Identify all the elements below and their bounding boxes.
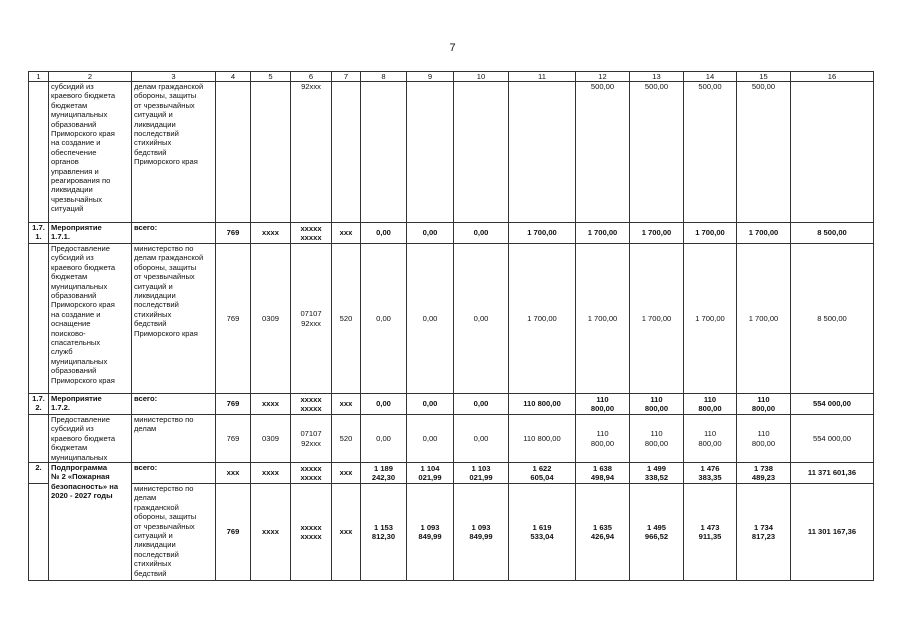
row-number-cell: 2. [29,463,49,484]
value-cell: 0,00 [361,244,407,394]
total-label-cell: всего: [132,463,216,484]
value-cell: 1 700,00 [509,244,576,394]
value-cell: 0309 [251,244,291,394]
column-header: 1 [29,72,49,82]
column-header: 15 [737,72,791,82]
value-cell: xxxx [251,394,291,415]
value-cell: xxx [332,463,361,484]
value-cell: 110 800,00 [509,394,576,415]
value-cell: 520 [332,415,361,463]
value-cell: 1 476 383,35 [684,463,737,484]
value-cell: 0,00 [361,394,407,415]
value-cell: 1 189 242,30 [361,463,407,484]
value-cell: 0,00 [407,244,454,394]
row-number-cell [29,82,49,223]
value-cell [216,82,251,223]
value-cell: 520 [332,244,361,394]
value-cell: 500,00 [737,82,791,223]
ministry-cell: министерство по делам гражданской обороны, защиты от чрезвычайных ситуаций и ликвидации последствий стихийных бедствий [132,484,216,581]
value-cell: xxxx [251,463,291,484]
value-cell: 0,00 [407,394,454,415]
value-cell: xxx [216,463,251,484]
table-row [29,415,874,463]
row-number-cell [29,484,49,581]
value-cell: 0,00 [407,223,454,244]
value-cell: 0,00 [454,223,509,244]
column-header: 13 [630,72,684,82]
value-cell [407,82,454,223]
value-cell: 1 499 338,52 [630,463,684,484]
value-cell [454,82,509,223]
column-header: 9 [407,72,454,82]
value-cell [361,82,407,223]
column-header: 8 [361,72,407,82]
value-cell: 1 700,00 [509,223,576,244]
activity-cell: субсидий из краевого бюджета бюджетам муниципальных образований Приморского края на создание и обеспечение органов управления и реагирования по ликвидации чрезвычайных ситуаций [49,82,132,223]
code-cell: xxxxx xxxxx [291,223,332,244]
value-cell: 110 800,00 [630,415,684,463]
value-cell: 0,00 [361,415,407,463]
value-cell: 110 800,00 [576,394,630,415]
value-cell: 1 700,00 [684,244,737,394]
value-cell: 1 700,00 [630,244,684,394]
column-header: 2 [49,72,132,82]
value-cell: 8 500,00 [791,223,874,244]
value-cell: 110 800,00 [684,394,737,415]
value-cell: 1 153 812,30 [361,484,407,581]
value-cell: 0,00 [454,244,509,394]
value-cell: 1 700,00 [576,244,630,394]
value-cell: 1 700,00 [630,223,684,244]
value-cell: 1 635 426,94 [576,484,630,581]
value-cell: 769 [216,223,251,244]
activity-cell: Мероприятие 1.7.1. [49,223,132,244]
page-number: 7 [449,42,456,54]
code-cell: xxxxx xxxxx [291,463,332,484]
value-cell: 11 301 167,36 [791,484,874,581]
value-cell: 110 800,00 [630,394,684,415]
value-cell: 0,00 [454,394,509,415]
value-cell: 500,00 [684,82,737,223]
code-cell: xxxxx xxxxx [291,394,332,415]
value-cell: 110 800,00 [737,394,791,415]
column-header: 6 [291,72,332,82]
row-number-cell: 1.7. 2. [29,394,49,415]
value-cell: 1 700,00 [576,223,630,244]
value-cell: 554 000,00 [791,394,874,415]
column-header: 5 [251,72,291,82]
value-cell: 1 700,00 [737,244,791,394]
value-cell: 554 000,00 [791,415,874,463]
ministry-cell: делам гражданской обороны, защиты от чрезвычайных ситуаций и ликвидации последствий стихийных бедствий Приморского края [132,82,216,223]
table-row [29,244,874,394]
column-header: 12 [576,72,630,82]
value-cell: 1 093 849,99 [407,484,454,581]
value-cell: 500,00 [576,82,630,223]
value-cell: 1 619 533,04 [509,484,576,581]
value-cell: 110 800,00 [737,415,791,463]
value-cell: 0,00 [361,223,407,244]
code-cell: xxxxx xxxxx [291,484,332,581]
ministry-cell: министерство по делам [132,415,216,463]
code-cell: 07107 92xxx [291,415,332,463]
activity-cell: Предоставление субсидий из краевого бюджета бюджетам муниципальных [49,415,132,463]
value-cell: xxx [332,394,361,415]
activity-cell: Предоставление субсидий из краевого бюджета бюджетам муниципальных образований Приморского края на создание и оснащение поисково- спасательных служб муниципальных образований Приморского края [49,244,132,394]
value-cell: 11 371 601,36 [791,463,874,484]
column-header: 3 [132,72,216,82]
value-cell: 1 700,00 [684,223,737,244]
code-cell: 07107 92xxx [291,244,332,394]
code-cell: 92xxx [291,82,332,223]
total-label-cell: всего: [132,223,216,244]
value-cell: 1 700,00 [737,223,791,244]
value-cell: 1 093 849,99 [454,484,509,581]
row-number-cell [29,244,49,394]
value-cell: 500,00 [630,82,684,223]
value-cell: 769 [216,244,251,394]
value-cell: 1 738 489,23 [737,463,791,484]
value-cell: 1 104 021,99 [407,463,454,484]
value-cell: 1 638 498,94 [576,463,630,484]
column-header: 4 [216,72,251,82]
column-header: 7 [332,72,361,82]
table-row [29,223,874,244]
value-cell: xxx [332,223,361,244]
table-row [29,484,874,581]
value-cell: 769 [216,415,251,463]
row-number-cell [29,415,49,463]
value-cell [332,82,361,223]
value-cell: 110 800,00 [684,415,737,463]
value-cell: 110 800,00 [509,415,576,463]
column-header: 10 [454,72,509,82]
column-header: 11 [509,72,576,82]
table-row [29,82,874,223]
value-cell [251,82,291,223]
column-header: 14 [684,72,737,82]
table-row [29,463,874,484]
value-cell: 1 734 817,23 [737,484,791,581]
total-label-cell: всего: [132,394,216,415]
column-header: 16 [791,72,874,82]
value-cell: 1 473 911,35 [684,484,737,581]
value-cell: 1 103 021,99 [454,463,509,484]
value-cell: 0,00 [454,415,509,463]
value-cell: xxx [332,484,361,581]
value-cell: 769 [216,484,251,581]
value-cell: 1 495 966,52 [630,484,684,581]
value-cell: 769 [216,394,251,415]
value-cell [509,82,576,223]
header-row [29,72,874,82]
ministry-cell: министерство по делам гражданской обороны, защиты от чрезвычайных ситуаций и ликвидации последствий стихийных бедствий Приморского края [132,244,216,394]
value-cell [791,82,874,223]
table-row [29,394,874,415]
value-cell: 8 500,00 [791,244,874,394]
value-cell: 1 622 605,04 [509,463,576,484]
value-cell: xxxx [251,484,291,581]
value-cell: 0,00 [407,415,454,463]
value-cell: 110 800,00 [576,415,630,463]
value-cell: 0309 [251,415,291,463]
budget-table [28,71,874,581]
activity-cell: Мероприятие 1.7.2. [49,394,132,415]
value-cell: xxxx [251,223,291,244]
row-number-cell: 1.7. 1. [29,223,49,244]
subprogram-title-cell: Подпрограмма № 2 «Пожарная безопасность» на 2020 - 2027 годы [49,463,132,581]
